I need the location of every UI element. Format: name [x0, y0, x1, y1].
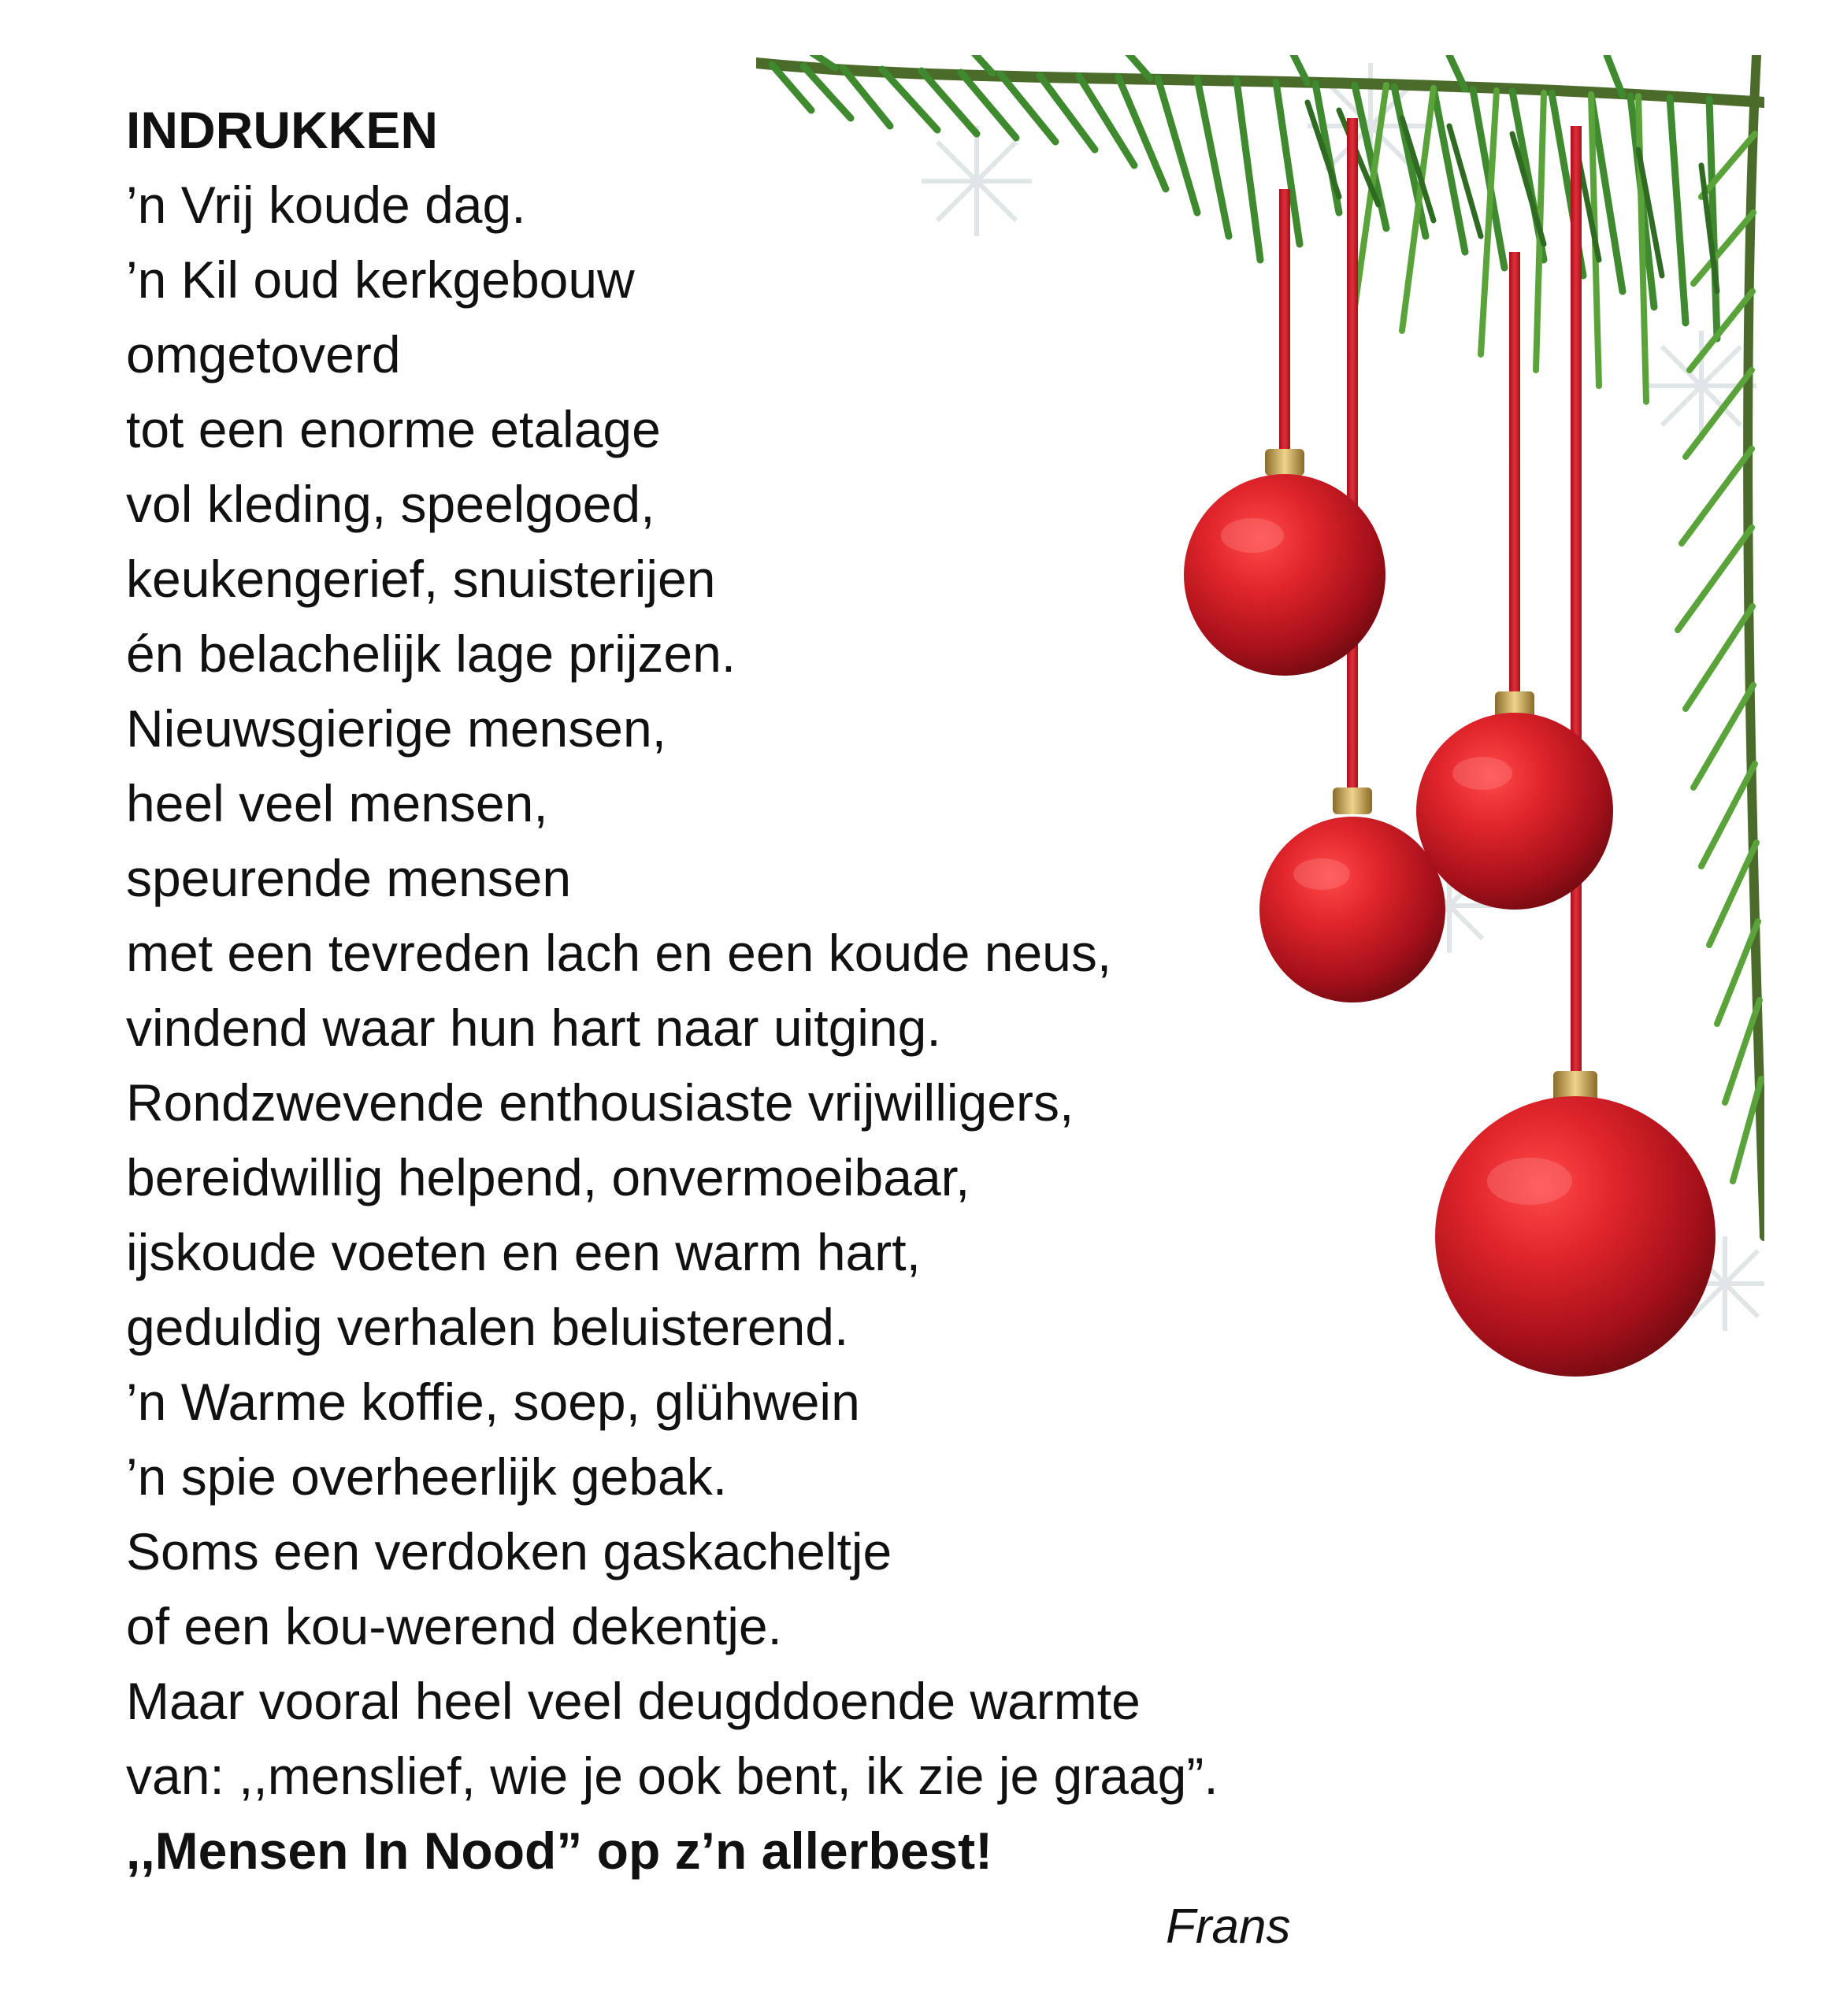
poem-line: bereidwillig helpend, onvermoeibaar,: [126, 1148, 970, 1206]
poem-line: Nieuwsgierige mensen,: [126, 699, 667, 758]
bauble-2: [1416, 691, 1613, 910]
poem-line: ’n Kil oud kerkgebouw: [126, 250, 635, 309]
poem-line: ’n spie overheerlijk gebak.: [126, 1447, 728, 1506]
poem-line: ijskoude voeten en een warm hart,: [126, 1223, 921, 1281]
poem-body: [126, 168, 1402, 1814]
poem-line: geduldig verhalen beluisterend.: [126, 1298, 849, 1356]
bauble-4: [1435, 1071, 1716, 1377]
poem-line: Maar vooral heel veel deugddoende warmte: [126, 1672, 1141, 1730]
poem-line: tot een enorme etalage: [126, 400, 661, 458]
poem-line: én belachelijk lage prijzen.: [126, 624, 736, 683]
poem-line: vindend waar hun hart naar uitging.: [126, 999, 941, 1057]
poem-line: met een tevreden lach en een koude neus,: [126, 924, 1112, 982]
poem-line: heel veel mensen,: [126, 774, 548, 832]
poem-author: Frans: [1166, 1899, 1291, 1954]
poem-line: vol kleding, speelgoed,: [126, 475, 655, 533]
poem-line: omgetoverd: [126, 325, 401, 384]
poem-line: of een kou-werend dekentje.: [126, 1597, 782, 1655]
poem-title: INDRUKKEN: [126, 101, 438, 159]
poem-closing-line: ,,Mensen In Nood” op z’n allerbest!: [126, 1821, 993, 1880]
poem: [126, 93, 1402, 1888]
poem-line: van: ,,menslief, wie je ook bent, ik zie je graag”.: [126, 1747, 1219, 1805]
poem-line: ’n Warme koffie, soep, glühwein: [126, 1373, 860, 1431]
poem-line: ’n Vrij koude dag.: [126, 176, 526, 234]
poem-line: Rondzwevende enthousiaste vrijwilligers,: [126, 1073, 1074, 1132]
poem-line: keukengerief, snuisterijen: [126, 550, 716, 608]
poem-line: Soms een verdoken gaskacheltje: [126, 1522, 892, 1581]
poem-line: speurende mensen: [126, 849, 572, 907]
